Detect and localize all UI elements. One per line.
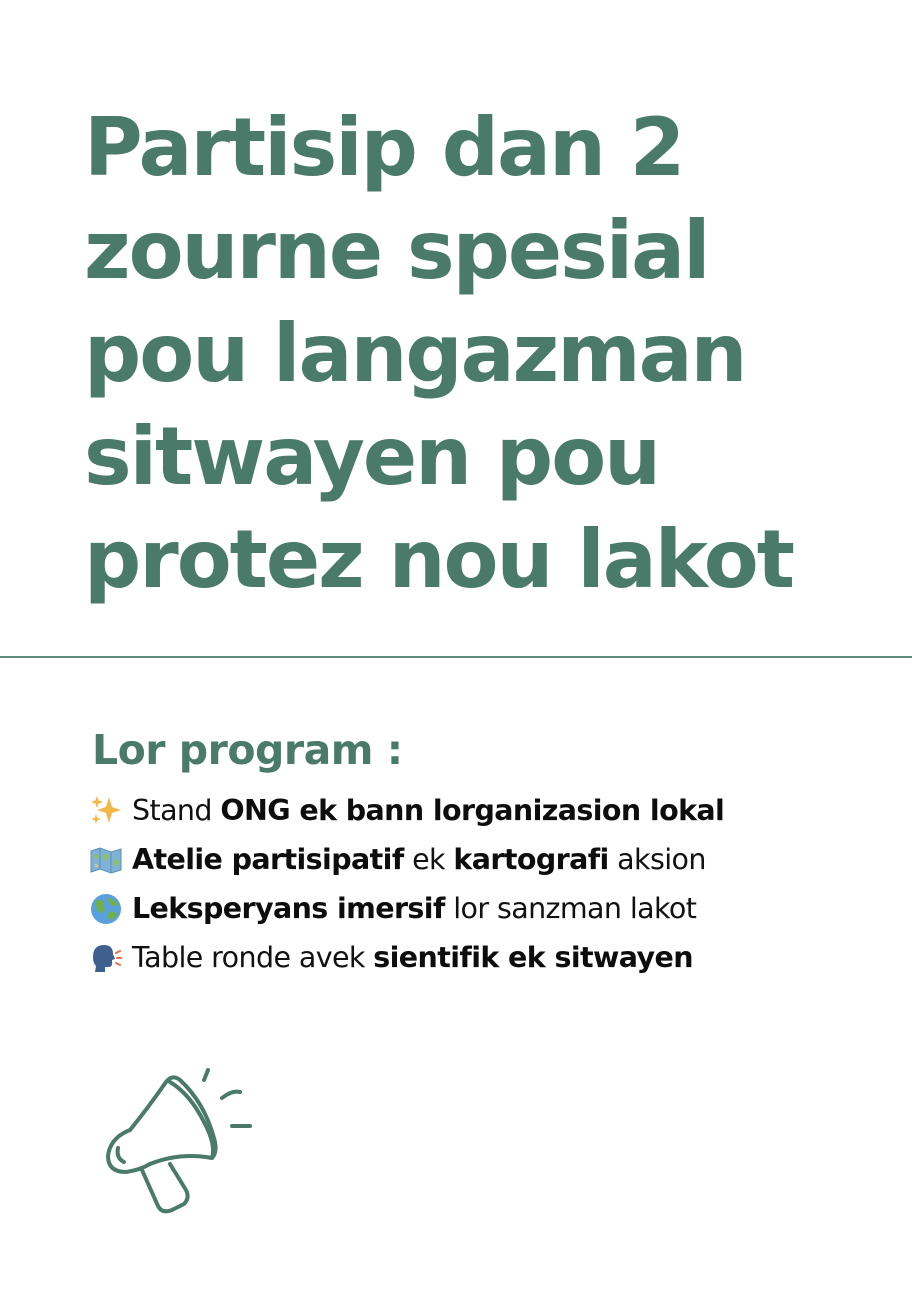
program-item <box>88 786 724 835</box>
program-item-text: ek <box>403 843 454 876</box>
program-item-bold-text: ONG ek bann lorganizasion lokal <box>220 794 725 827</box>
world-map-icon <box>88 842 124 878</box>
headline-line: zourne spesial <box>84 204 709 297</box>
speaking-head-icon <box>88 940 124 976</box>
program-list <box>88 786 724 982</box>
sparkles-icon <box>88 793 124 829</box>
globe-icon <box>88 891 124 927</box>
program-item <box>88 933 724 982</box>
program-item-bold-text: Leksperyans imersif <box>132 892 445 925</box>
program-item-text: aksion <box>608 843 706 876</box>
headline-line: sitwayen pou <box>84 410 660 503</box>
program-item-bold-text: kartografi <box>453 843 609 876</box>
program-item-text: Stand <box>132 794 221 827</box>
program-item-text: Table ronde avek <box>132 941 374 974</box>
program-item-bold-text: sientifik ek sitwayen <box>373 941 693 974</box>
headline-line: protez nou lakot <box>84 513 793 606</box>
megaphone-icon <box>100 1060 260 1224</box>
program-item-bold-text: Atelie partisipatif <box>132 843 404 876</box>
program-item-text: lor sanzman lakot <box>444 892 697 925</box>
program-item <box>88 884 724 933</box>
program-heading: Lor program : <box>92 726 403 774</box>
headline-line: pou langazman <box>84 307 746 400</box>
program-item <box>88 835 724 884</box>
divider <box>0 656 912 658</box>
headline <box>84 96 884 611</box>
headline-line: Partisip dan 2 <box>84 101 684 194</box>
